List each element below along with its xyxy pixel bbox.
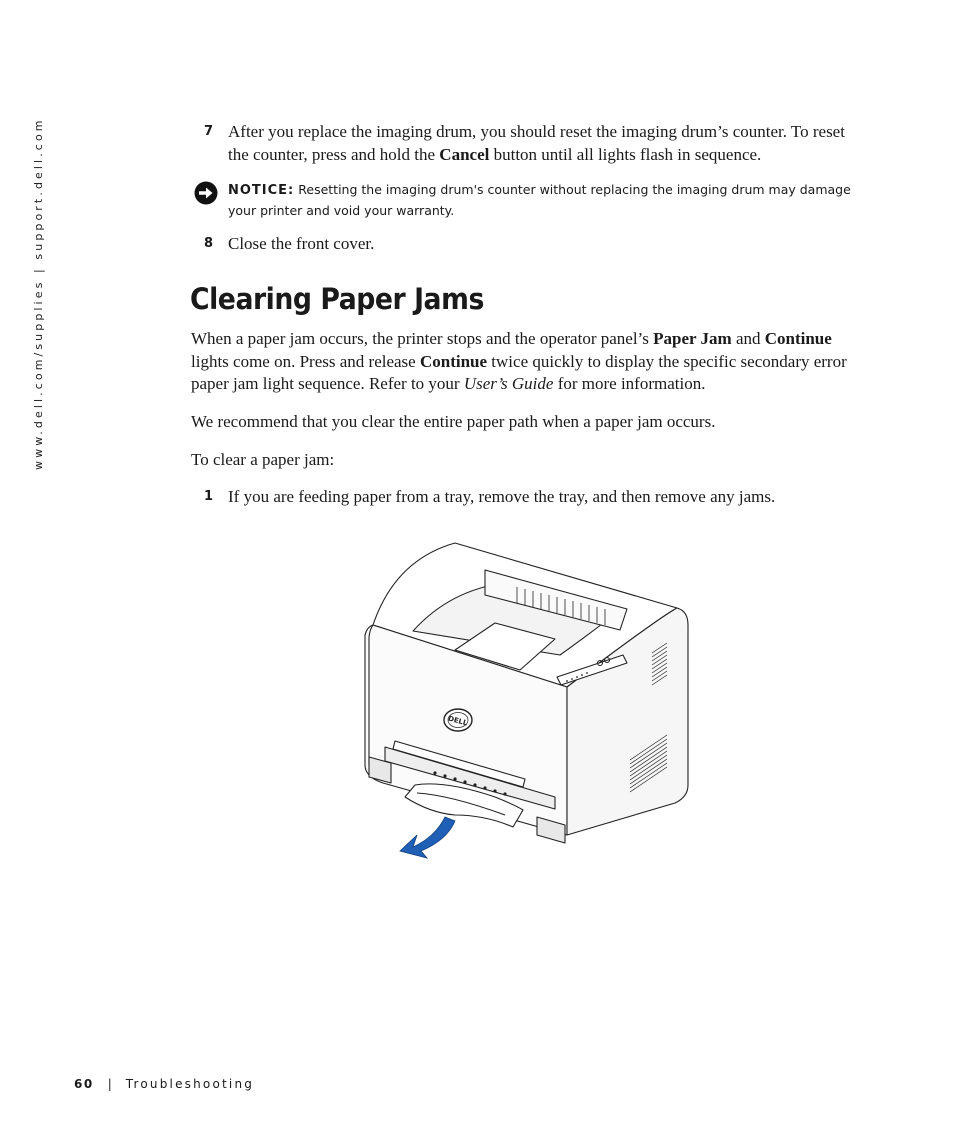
footer-separator: | [107, 1077, 112, 1091]
sidebar-url: www.dell.com/supplies | support.dell.com [32, 117, 45, 470]
step-number: 8 [204, 236, 214, 251]
notice-body [228, 180, 864, 221]
step-text: Close the front cover. [228, 234, 375, 253]
dell-logo-text: DELL [447, 714, 469, 728]
notice-box [194, 180, 864, 221]
jam-direction-arrow [400, 817, 455, 858]
step-text: After you replace the imaging drum, you should reset the imaging drum’s counter. To reset the counter, press and hold the Cancel button until all lights flash in sequence. [228, 122, 845, 164]
step-text: If you are feeding paper from a tray, remove the tray, and then remove any jams. [228, 487, 776, 506]
step-number: 7 [204, 124, 214, 139]
page-footer [74, 1077, 254, 1091]
notice-text: Resetting the imaging drum's counter without replacing the imaging drum may damage your printer and void your warranty. [228, 182, 851, 218]
printer-paper-jam-illustration [355, 535, 695, 865]
notice-icon [194, 181, 218, 205]
footer-section: Troubleshooting [125, 1077, 255, 1091]
page-number: 60 [74, 1077, 94, 1091]
step-7 [204, 121, 864, 166]
paragraph-recommend: We recommend that you clear the entire paper path when a paper jam occurs. [191, 412, 716, 431]
notice-label: NOTICE: [228, 183, 295, 198]
paragraph-to-clear: To clear a paper jam: [191, 450, 335, 469]
step-8 [204, 233, 864, 256]
section-title: Clearing Paper Jams [190, 282, 484, 316]
step-number: 1 [204, 489, 214, 504]
paragraph-intro: When a paper jam occurs, the printer stops and the operator panel’s Paper Jam and Continue lights come on. Press and release Continue twice quickly to display the specific secondary error paper jam light sequence. Refer to your User’s Guide for more information. [191, 329, 847, 393]
step-1 [204, 486, 864, 509]
